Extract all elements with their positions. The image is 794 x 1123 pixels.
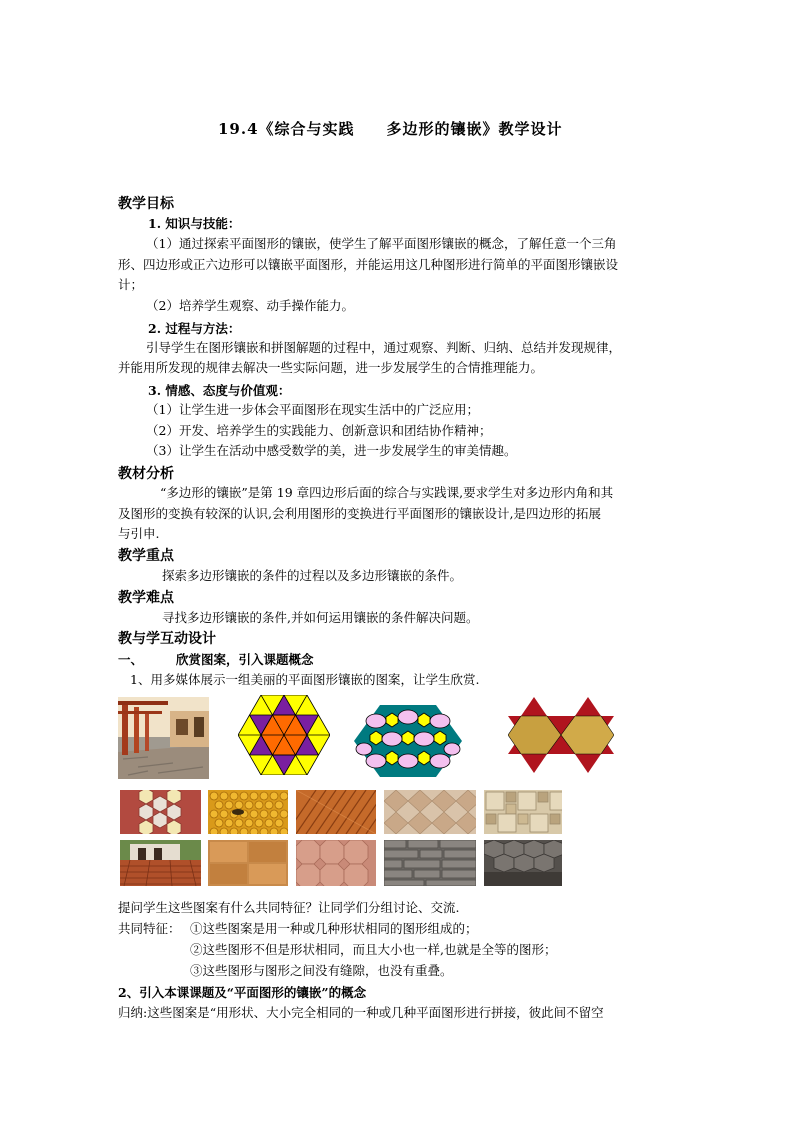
part-1-number: 一、 xyxy=(118,652,144,667)
square-block-photo xyxy=(208,840,288,886)
question-text: 提问学生这些图案有什么共同特征？让同学们分组讨论、交流. xyxy=(118,900,460,915)
wood-parquet-photo xyxy=(296,790,376,834)
common-feature-item: ①这些图案是用一种或几种形状相同的图形组成的； xyxy=(190,921,478,936)
objective-3-text: （3）让学生在活动中感受数学的美，进一步发展学生的审美情趣。 xyxy=(146,443,517,458)
page-title: 19.4《综合与实践 多边形的镶嵌》教学设计 xyxy=(218,120,563,138)
difficulty-heading: 教学难点 xyxy=(118,590,174,606)
building-photo xyxy=(118,697,209,779)
objective-3-title: 3. 情感、态度与价值观： xyxy=(148,383,291,398)
step-2-text: 2、引入本课课题及“平面图形的镶嵌”的概念 xyxy=(118,985,367,1000)
ellipse-tessellation xyxy=(352,703,464,779)
common-features-label: 共同特征： xyxy=(118,921,181,936)
objective-3-text: （2）开发、培养学生的实践能力、创新意识和团结协作精神； xyxy=(146,423,492,438)
objective-1-text: （2）培养学生观察、动手操作能力。 xyxy=(146,298,354,313)
octagon-floor-photo xyxy=(296,840,376,886)
hexagon-floor-photo xyxy=(120,790,201,834)
difficulty-text: 寻找多边形镶嵌的条件,并如何运用镶嵌的条件解决问题。 xyxy=(162,610,479,625)
objective-1-text: 形、四边形或正六边形可以镶嵌平面图形，并能运用这几种图形进行简单的平面图形镶嵌设 xyxy=(118,257,619,272)
objective-2-text: 引导学生在图形镶嵌和拼图解题的过程中，通过观察、判断、归纳、总结并发现规律， xyxy=(146,340,622,355)
common-feature-item: ③这些图形与图形之间没有缝隙，也没有重叠。 xyxy=(190,963,453,978)
objective-1-text: 计； xyxy=(118,277,144,292)
summary-text: 归纳:这些图案是“用形状、大小完全相同的一种或几种平面图形进行拼接，彼此间不留空 xyxy=(118,1005,604,1020)
star-tessellation xyxy=(508,697,614,773)
common-feature-item: ②这些图形不但是形状相同，而且大小也一样,也就是全等的图形； xyxy=(190,942,557,957)
objectives-heading: 教学目标 xyxy=(118,196,174,212)
objective-3-text: （1）让学生进一步体会平面图形在现实生活中的广泛应用； xyxy=(146,402,479,417)
key-point-heading: 教学重点 xyxy=(118,548,174,564)
part-1-title: 欣赏图案，引入课题概念 xyxy=(176,652,314,667)
honeycomb-photo xyxy=(208,790,288,834)
diamond-tile-photo xyxy=(384,790,476,834)
objective-2-text: 并能用所发现的规律去解决一些实际问题，进一步发展学生的合情推理能力。 xyxy=(118,360,544,375)
stone-wall-photo xyxy=(384,840,476,886)
analysis-text: 及图形的变换有较深的认识,会利用图形的变换进行平面图形的镶嵌设计,是四边形的拓展 xyxy=(118,506,601,521)
step-1-text: 1、用多媒体展示一组美丽的平面图形镶嵌的图案，让学生欣赏. xyxy=(130,672,480,687)
objective-1-title: 1. 知识与技能： xyxy=(148,216,241,231)
analysis-text: “多边形的镶嵌”是第 19 章四边形后面的综合与实践课,要求学生对多边形内角和其 xyxy=(160,485,614,500)
analysis-text: 与引申. xyxy=(118,526,160,541)
objective-1-text: （1）通过探索平面图形的镶嵌，使学生了解平面图形镶嵌的概念，了解任意一个三角 xyxy=(146,236,617,251)
objective-2-title: 2. 过程与方法： xyxy=(148,321,241,336)
hexagon-tessellation xyxy=(238,695,330,775)
analysis-heading: 教材分析 xyxy=(118,466,174,482)
brick-path-photo xyxy=(120,840,201,886)
square-tile-photo xyxy=(484,790,562,834)
interaction-heading: 教与学互动设计 xyxy=(118,631,216,647)
cobblestone-photo xyxy=(484,840,562,886)
key-point-text: 探索多边形镶嵌的条件的过程以及多边形镶嵌的条件。 xyxy=(162,568,463,583)
